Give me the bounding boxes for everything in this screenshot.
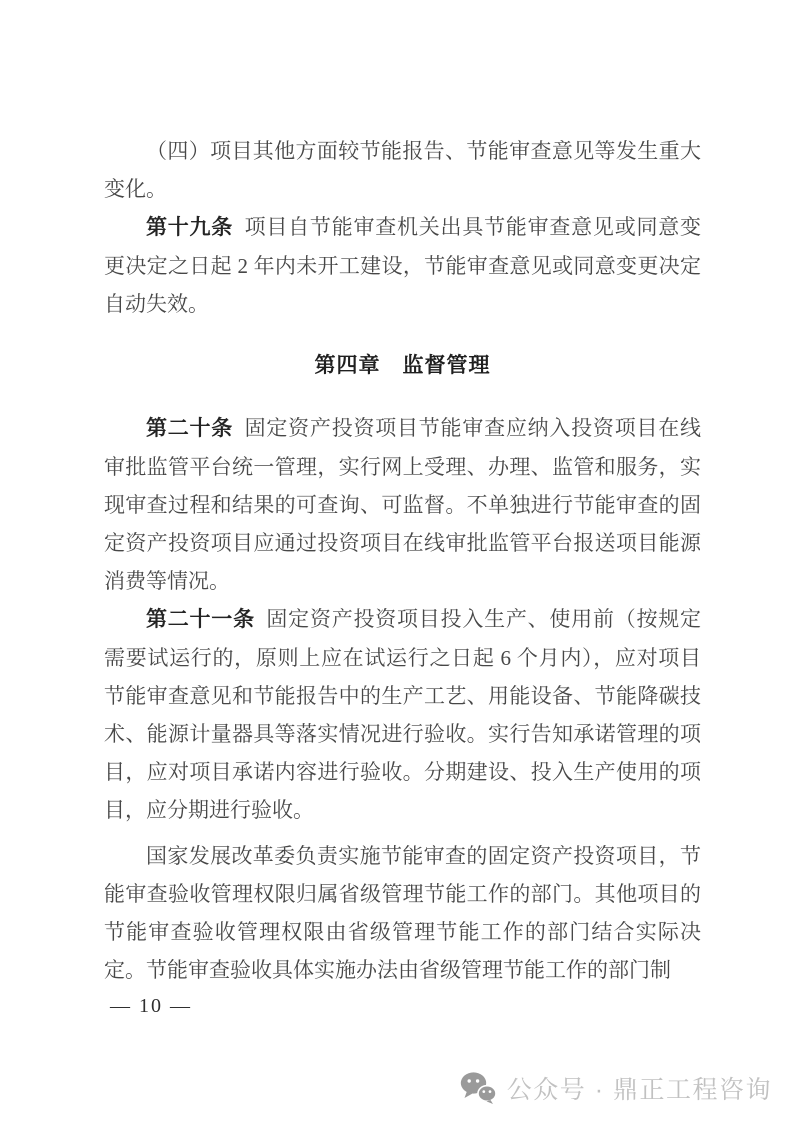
article-number-label: 第十九条 bbox=[146, 216, 234, 239]
paragraph-article-21 bbox=[104, 600, 701, 829]
paragraph-text: 固定资产投资项目投入生产、使用前（按规定需要试运行的，原则上应在试运行之日起 6 个月内），应对项目节能审查意见和节能报告中的生产工艺、用能设备、节能降碳技术、能源计量器具等落实情况进行验收。实行告知承诺管理的项目，应对项目承诺内容进行验收。分期建设、投入生产使用的项目，应分期进行验收。 bbox=[104, 607, 702, 822]
paragraph-text: 国家发展改革委负责实施节能审查的固定资产投资项目，节能审查验收管理权限归属省级管理节能工作的部门。其他项目的节能审查验收管理权限由省级管理节能工作的部门结合实际决定。节能审查验收具体实施办法由省级管理节能工作的部门制 bbox=[104, 844, 701, 982]
paragraph-text: 项目自节能审查机关出具节能审查意见或同意变更决定之日起 2 年内未开工建设，节能审查意见或同意变更决定自动失效。 bbox=[104, 215, 702, 316]
article-number-label: 第二十条 bbox=[146, 417, 234, 440]
document-body bbox=[104, 132, 701, 989]
paragraph-article-19 bbox=[104, 208, 701, 323]
wechat-account-label: 公众号 · 鼎正工程咨询 bbox=[506, 1076, 772, 1104]
paragraph-item-4-clause bbox=[104, 132, 701, 208]
paragraph-text: （四）项目其他方面较节能报告、节能审查意见等发生重大变化。 bbox=[104, 139, 701, 201]
paragraph-text: 固定资产投资项目节能审查应纳入投资项目在线审批监管平台统一管理，实行网上受理、办理、监管和服务，实现审查过程和结果的可查询、可监督。不单独进行节能审查的固定资产投资项目应通过投资项目在线审批监管平台报送项目能源消费等情况。 bbox=[104, 416, 702, 593]
wechat-icon bbox=[460, 1072, 497, 1104]
paragraph-continuation bbox=[104, 837, 701, 989]
chapter-heading: 第四章 监督管理 bbox=[314, 354, 491, 377]
article-number-label: 第二十一条 bbox=[146, 608, 255, 631]
paragraph-article-20 bbox=[104, 409, 701, 600]
wechat-account-banner bbox=[460, 1070, 772, 1106]
page-number: — 10 — bbox=[110, 995, 192, 1017]
